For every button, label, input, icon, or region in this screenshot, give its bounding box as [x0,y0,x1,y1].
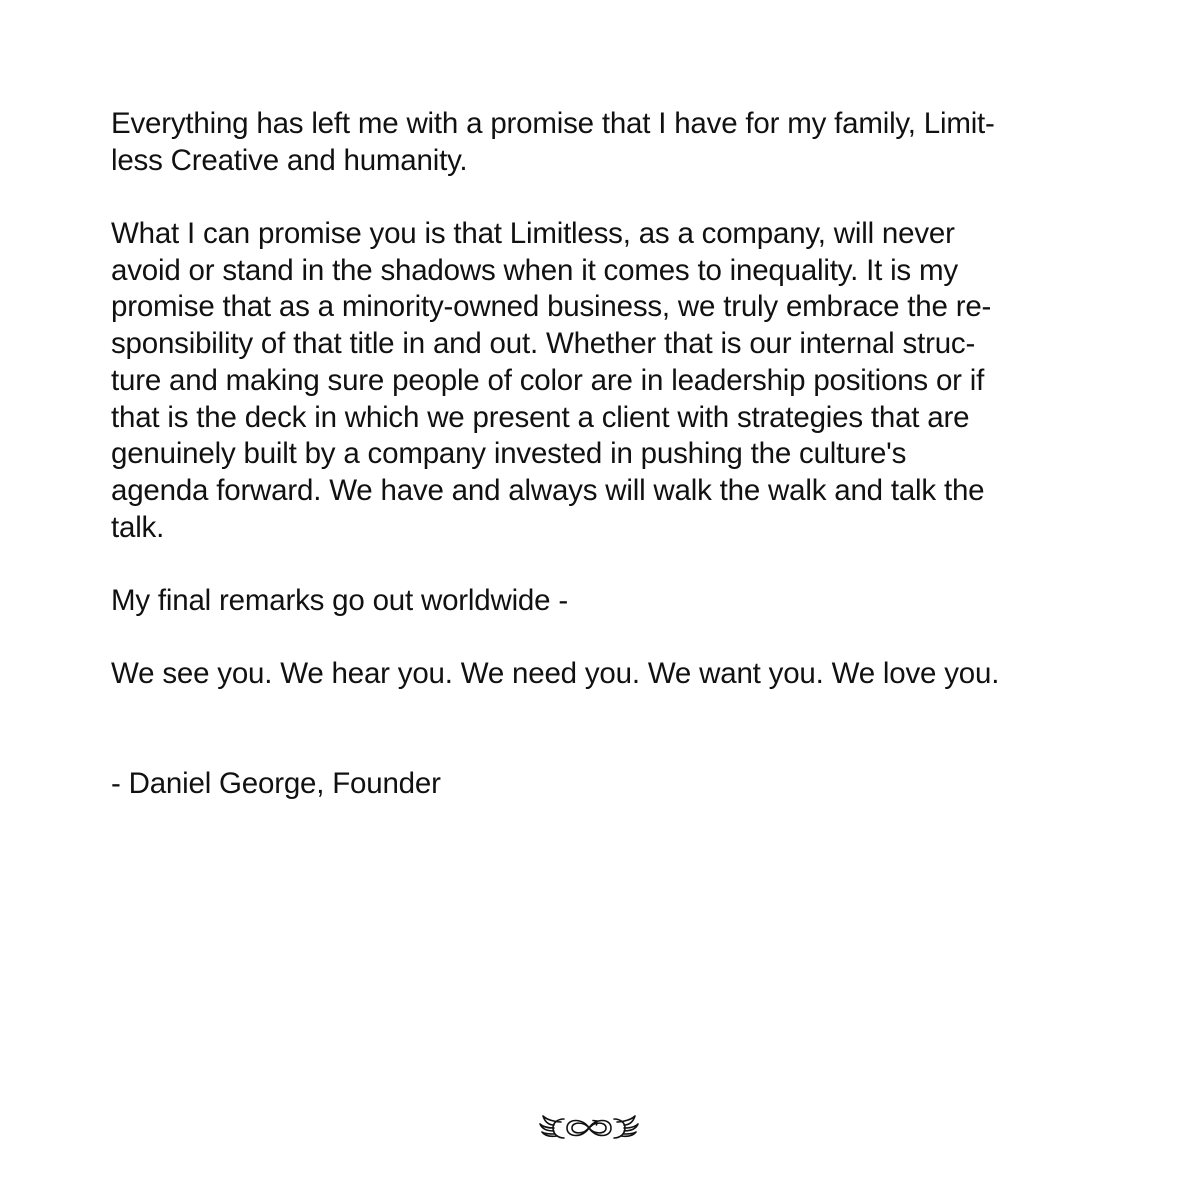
text-line: that is the deck in which we present a client with strategies that are [111,400,970,434]
text-line: talk. [111,510,165,544]
paragraph-spacer [111,546,1101,583]
paragraph-spacer [111,179,1101,216]
paragraph-4: We see you. We hear you. We need you. We want you. We love you. [111,657,1000,691]
text-line: ture and making sure people of color are in leadership positions or if [111,363,985,397]
text-line: agenda forward. We have and always will walk the walk and talk the [111,473,985,507]
text-line: less Creative and humanity. [111,143,468,177]
text-line: genuinely built by a company invested in pushing the culture's [111,437,907,471]
paragraph-3: My final remarks go out worldwide - [111,583,568,617]
winged-infinity-logo-icon [537,1108,641,1148]
text-line: What I can promise you is that Limitless, as a company, will never [111,217,955,251]
letter-body [111,106,1101,803]
text-line: sponsibility of that title in and out. Whether that is our internal struc- [111,327,976,361]
paragraph-2 [111,216,1101,546]
signature: - Daniel George, Founder [111,767,441,801]
paragraph-spacer [111,620,1101,657]
text-line: promise that as a minority-owned business, we truly embrace the re- [111,290,992,324]
paragraph-1 [111,106,1101,179]
paragraph-spacer [111,693,1101,766]
text-line: avoid or stand in the shadows when it comes to inequality. It is my [111,253,958,287]
text-line: Everything has left me with a promise that I have for my family, Limit- [111,107,995,140]
